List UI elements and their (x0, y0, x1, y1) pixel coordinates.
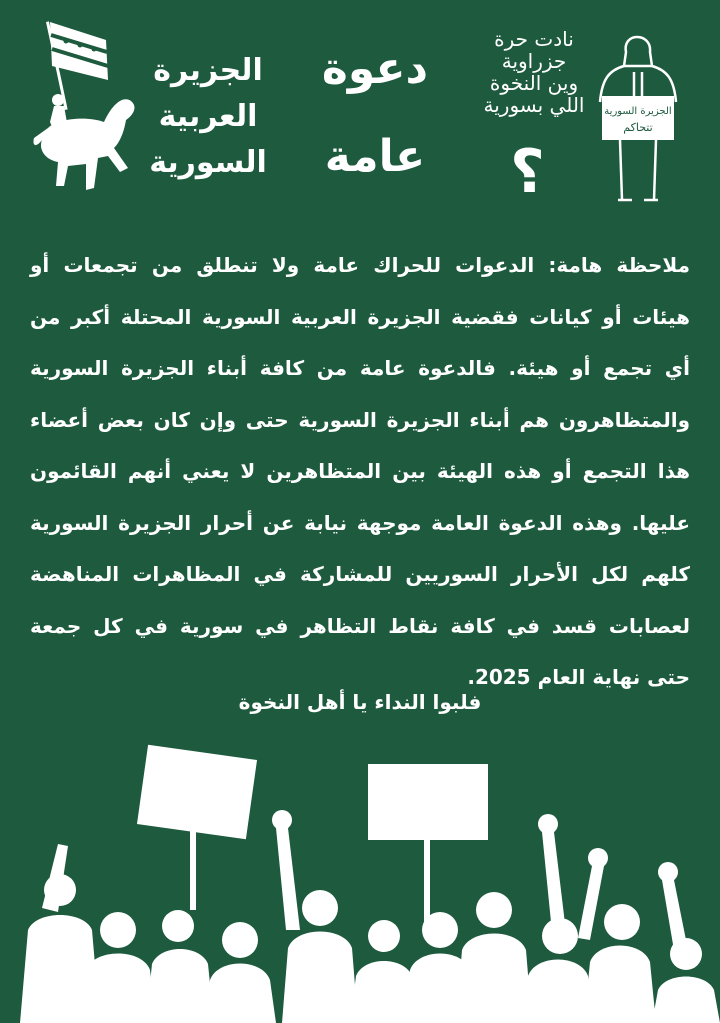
body-line: حتى نهاية العام 2025. (467, 665, 690, 689)
body-line: لعصابات قسد في كافة نقاط التظاهر في سورية في كل جمعة (30, 613, 690, 638)
quote-line: وين النخوة (489, 71, 579, 95)
body-paragraph (30, 240, 690, 704)
logo (28, 18, 268, 208)
horse-rider-flag-icon (28, 18, 148, 198)
body-line: والمتظاهرون هم أبناء الجزيرة السورية حتى وإن كان بعض أعضاء (30, 407, 690, 432)
logo-line: السورية (149, 145, 267, 180)
invite-line-1: دعوة (321, 43, 429, 94)
invite-title (305, 25, 445, 201)
closing-line: فلبوا النداء يا أهل النخوة (238, 690, 482, 714)
body-line: أي تجمع أو هيئة. فالدعوة عامة من كافة أبناء الجزيرة السورية (30, 356, 690, 380)
quote-line: نادت حرة (494, 27, 574, 51)
body-line: هيئات أو كيانات فقضية الجزيرة العربية السورية المحتلة أكبر من (30, 304, 690, 329)
question-mark: ؟ (510, 137, 545, 207)
quote-text (470, 28, 598, 116)
body-line: عليها. وهذه الدعوة العامة موجهة نيابة عن أحرار الجزيرة السورية (30, 510, 690, 535)
logo-line: الجزيرة (153, 53, 263, 88)
body-line: هذا التجمع أو هذه الهيئة بين المتظاهرين لا يعني أنهم القائمون (30, 459, 690, 483)
logo-text (148, 48, 268, 186)
invite-line-2: عامة (324, 131, 426, 182)
body-line: كلهم لكل الأحرار السوريين للمشاركة في المظاهرات المناهضة (30, 562, 690, 586)
quote-line: اللي بسورية (483, 93, 585, 117)
woman-with-sign-icon (588, 22, 688, 207)
header (0, 0, 720, 225)
quote-block (470, 22, 710, 212)
protest-crowd-icon (0, 740, 720, 1023)
sign-line-2: تتحاكم (623, 121, 653, 134)
quote-line: جزراوية (501, 49, 567, 73)
sign-line-1: الجزيرة السورية (604, 106, 672, 117)
logo-line: العربية (158, 99, 258, 134)
body-line: ملاحظة هامة: الدعوات للحراك عامة ولا تنطلق من تجمعات أو (30, 253, 690, 277)
